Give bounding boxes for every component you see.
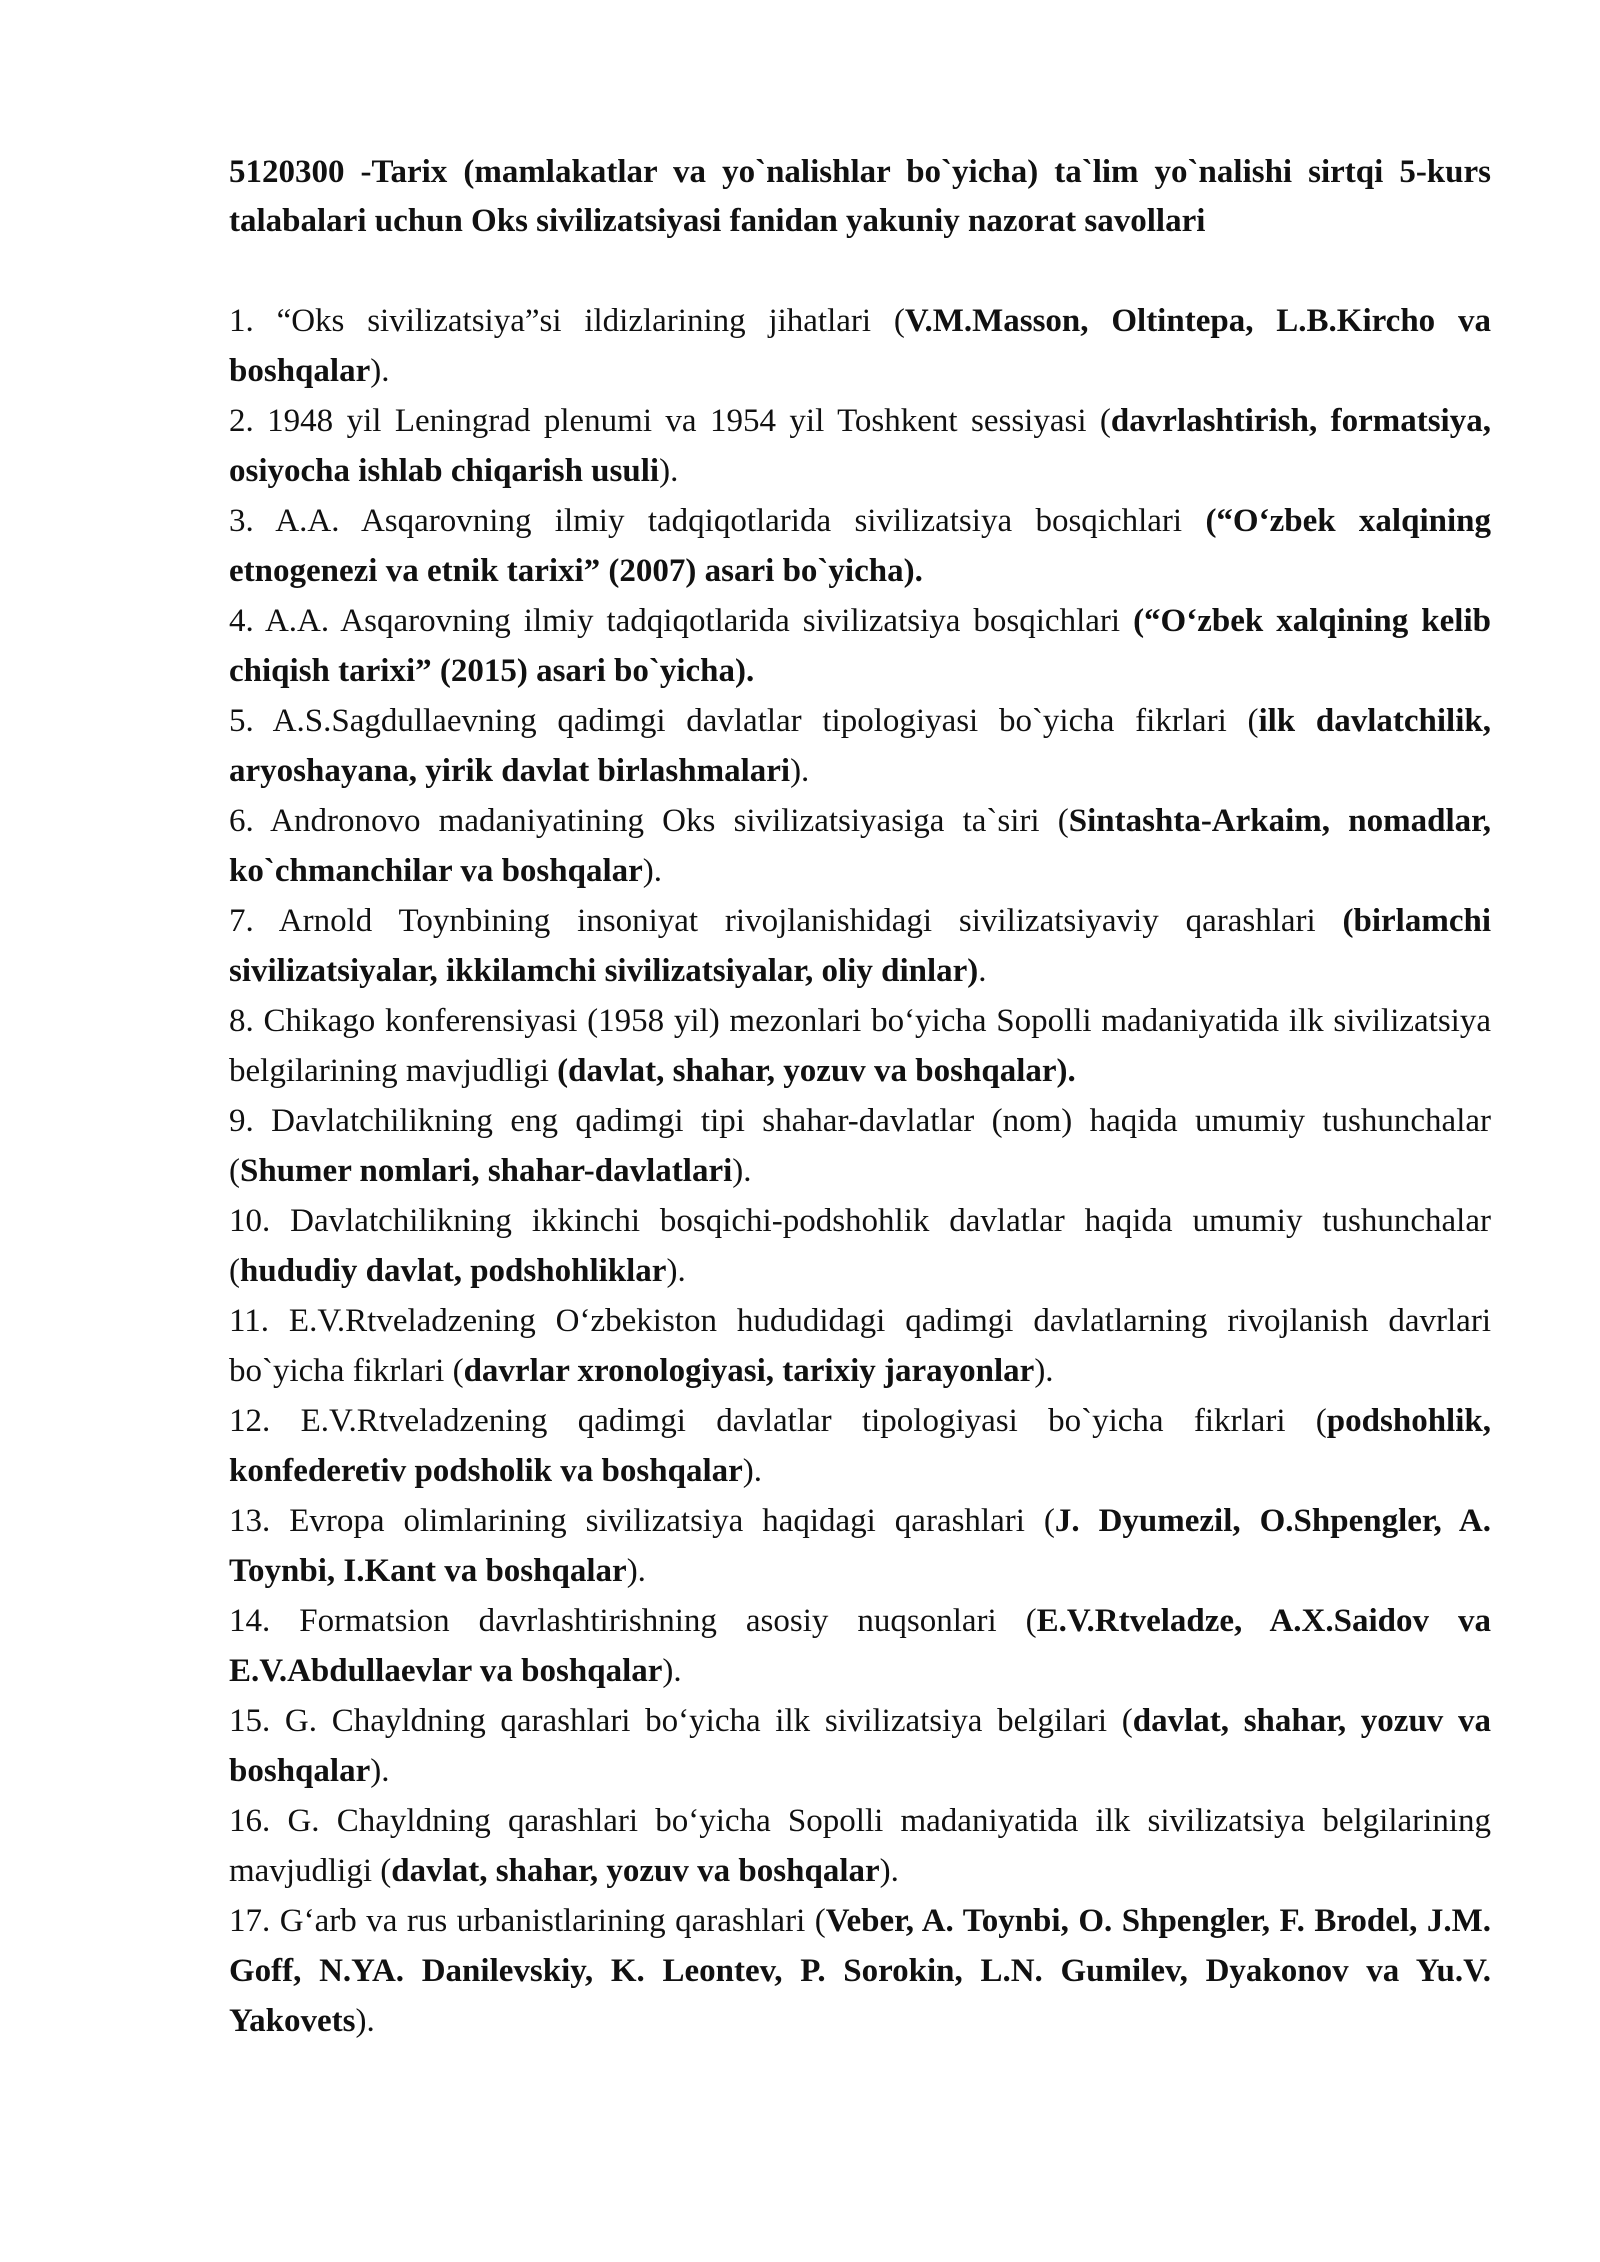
question-topics: davlat, shahar, yozuv va boshqalar [229,1703,1491,1789]
question-tail: ). [662,1653,682,1689]
question-text: 1. “Oks sivilizatsiya”si ildizlarining jihatlari ( [229,303,905,339]
question-topics: ilk davlatchilik, aryoshayana, yirik davlat birlashmalari [229,703,1491,789]
question-item [229,396,1491,496]
document-title: 5120300 -Tarix (mamlakatlar va yo`nalishlar bo`yicha) ta`lim yo`nalishi sirtqi 5-kurs talabalari uchun Oks sivilizatsiyasi fanidan yakuniy nazorat savollari [229,154,1491,239]
question-item [229,1596,1491,1696]
question-item [229,1796,1491,1896]
question-topics: Sintashta-Arkaim, nomadlar, ko`chmanchilar va boshqalar [229,803,1491,889]
question-tail: ). [355,2003,375,2039]
question-tail: ). [732,1153,752,1189]
question-text: 13. Evropa olimlarining sivilizatsiya haqidagi qarashlari ( [229,1503,1055,1539]
question-topics: podshohlik, konfederetiv podsholik va boshqalar [229,1403,1491,1489]
question-tail: ). [626,1553,646,1589]
question-text: 10. Davlatchilikning ikkinchi bosqichi-podshohlik davlatlar haqida umumiy tushunchalar ( [229,1203,1491,1289]
question-topics: (birlamchi sivilizatsiyalar, ikkilamchi sivilizatsiyalar, oliy dinlar) [229,903,1491,989]
question-item [229,596,1491,696]
question-text: 15. G. Chayldning qarashlari bo‘yicha ilk sivilizatsiya belgilari ( [229,1703,1133,1739]
question-tail: ). [659,453,679,489]
question-text: 9. Davlatchilikning eng qadimgi tipi shahar-davlatlar (nom) haqida umumiy tushunchalar ( [229,1103,1491,1189]
question-topics: J. Dyumezil, O.Shpengler, A. Toynbi, I.Kant va boshqalar [229,1503,1491,1589]
question-topics: V.M.Masson, Oltintepa, L.B.Kircho va boshqalar [229,303,1491,389]
questions-list [229,296,1491,2046]
question-text: 16. G. Chayldning qarashlari bo‘yicha Sopolli madaniyatida ilk sivilizatsiya belgilarining mavjudligi ( [229,1803,1491,1889]
question-tail: ). [1034,1353,1054,1389]
question-item [229,1496,1491,1596]
question-item [229,296,1491,396]
question-topics: davlat, shahar, yozuv va boshqalar [391,1853,880,1889]
question-tail: . [978,953,987,989]
question-tail: ). [370,1753,390,1789]
question-topics: Veber, A. Toynbi, O. Shpengler, F. Brodel, J.M. Goff, N.YA. Danilevskiy, K. Leontev, P. Sorokin, L.N. Gumilev, Dyakonov va Yu.V. Yakovets [229,1903,1491,2039]
question-topics: (“O‘zbek xalqining etnogenezi va etnik tarixi” (2007) asari bo`yicha). [229,503,1492,589]
question-text: 17. G‘arb va rus urbanistlarining qarashlari ( [229,1903,826,1939]
question-text: 6. Andronovo madaniyatining Oks sivilizatsiyasiga ta`siri ( [229,803,1069,839]
question-text: 7. Arnold Toynbining insoniyat rivojlanishidagi sivilizatsiyaviy qarashlari [229,903,1343,939]
question-item [229,996,1491,1096]
question-text: 14. Formatsion davrlashtirishning asosiy nuqsonlari ( [229,1603,1037,1639]
question-item [229,496,1491,596]
question-item [229,696,1491,796]
question-tail: ). [742,1453,763,1489]
question-topics: hududiy davlat, podshohliklar [240,1253,667,1289]
question-item [229,1696,1491,1796]
question-item [229,796,1491,896]
question-topics: davrlashtirish, formatsiya, osiyocha ishlab chiqarish usuli [229,403,1491,489]
question-text: 4. A.A. Asqarovning ilmiy tadqiqotlarida sivilizatsiya bosqichlari [229,603,1134,639]
question-tail: ). [642,853,663,889]
question-item [229,1096,1491,1196]
question-item [229,1896,1491,2046]
question-text: 2. 1948 yil Leningrad plenumi va 1954 yil Toshkent sessiyasi ( [229,403,1111,439]
question-topics: E.V.Rtveladze, A.X.Saidov va E.V.Abdullaevlar va boshqalar [229,1603,1491,1689]
question-topics: davrlar xronologiyasi, tarixiy jarayonlar [463,1353,1035,1389]
question-text: 12. E.V.Rtveladzening qadimgi davlatlar tipologiyasi bo`yicha fikrlari ( [229,1403,1327,1439]
question-text: 5. A.S.Sagdullaevning qadimgi davlatlar tipologiyasi bo`yicha fikrlari ( [229,703,1259,739]
question-tail: ). [666,1253,686,1289]
question-text: 8. Chikago konferensiyasi (1958 yil) mezonlari bo‘yicha Sopolli madaniyatida ilk sivilizatsiya belgilarining mavjudligi [229,1003,1491,1089]
question-item [229,1196,1491,1296]
question-topics: Shumer nomlari, shahar-davlatlari [240,1153,733,1189]
question-topics: (“O‘zbek xalqining kelib chiqish tarixi” (2015) asari bo`yicha). [229,603,1491,689]
question-tail: ). [370,353,390,389]
document-page [229,148,1491,2046]
question-text: 3. A.A. Asqarovning ilmiy tadqiqotlarida sivilizatsiya bosqichlari [229,503,1206,539]
question-text: 11. E.V.Rtveladzening O‘zbekiston hududidagi qadimgi davlatlarning rivojlanish davrlari bo`yicha fikrlari ( [229,1303,1491,1389]
question-tail: ). [790,753,810,789]
question-item [229,1396,1491,1496]
question-item [229,896,1491,996]
question-topics: (davlat, shahar, yozuv va boshqalar). [557,1053,1076,1089]
question-item [229,1296,1491,1396]
question-tail: ). [879,1853,899,1889]
